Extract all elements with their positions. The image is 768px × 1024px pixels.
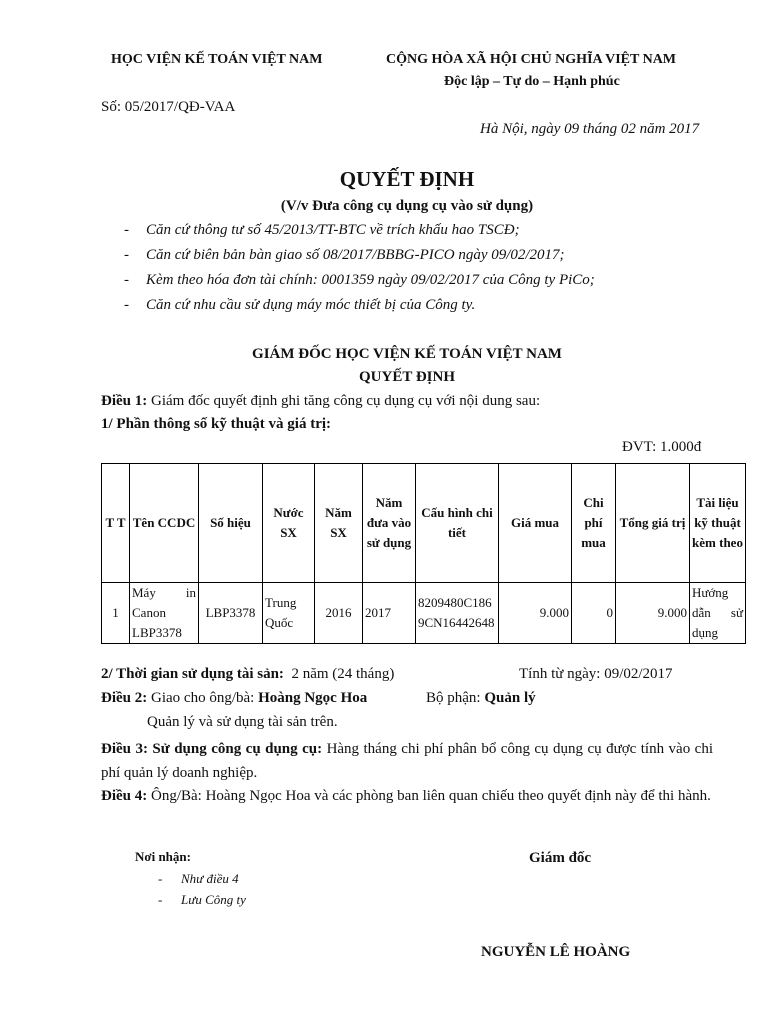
part-1-heading: 1/ Phần thông số kỹ thuật và giá trị: (101, 416, 332, 432)
cell-docs: Hướng dẫn sử dụng (690, 583, 746, 644)
recipients-label: Nơi nhận: (135, 849, 191, 864)
cell-name: Máy in Canon LBP3378 (130, 583, 199, 644)
col-header-tt: T T (102, 464, 130, 583)
signer-name: NGUYỄN LÊ HOÀNG (481, 944, 631, 960)
col-header-cost: Chi phí mua (572, 464, 616, 583)
col-header-total: Tổng giá trị (616, 464, 690, 583)
cell-cost: 0 (572, 583, 616, 644)
organization-name: HỌC VIỆN KẾ TOÁN VIỆT NAM (111, 52, 323, 67)
col-header-name: Tên CCDC (130, 464, 199, 583)
article-2-line-2: Quản lý và sử dụng tài sản trên. (147, 714, 338, 730)
article-1: Điều 1: Giám đốc quyết định ghi tăng công cụ dụng cụ với nội dung sau: (101, 393, 541, 409)
col-header-docs: Tài liệu kỹ thuật kèm theo (690, 464, 746, 583)
cell-total: 9.000 (616, 583, 690, 644)
recipient-item: - Lưu Công ty (158, 892, 246, 907)
col-header-serial: Số hiệu (199, 464, 263, 583)
document-subtitle: (V/v Đưa công cụ dụng cụ vào sử dụng) (280, 198, 534, 214)
article-2: Điều 2: Giao cho ông/bà: Hoàng Ngọc Hoa (101, 690, 368, 706)
recipient-item: - Như điều 4 (158, 871, 239, 886)
legal-basis-item: - Căn cứ thông tư số 45/2013/TT-BTC về trích khấu hao TSCĐ; (124, 222, 520, 238)
cell-year-use: 2017 (363, 583, 416, 644)
col-header-year-use: Năm đưa vào sử dụng (363, 464, 416, 583)
col-header-config: Cấu hình chi tiết (416, 464, 499, 583)
article-3: Điều 3: Sử dụng công cụ dụng cụ: Hàng tháng chi phí phân bổ công cụ dụng cụ được tính vào chi phí quản lý doanh nghiệp. (101, 741, 714, 781)
country-name: CỘNG HÒA XÃ HỘI CHỦ NGHĨA VIỆT NAM (386, 52, 677, 67)
legal-basis-item: - Căn cứ biên bản bàn giao số 08/2017/BBBG-PICO ngày 09/02/2017; (124, 247, 565, 263)
currency-unit: ĐVT: 1.000đ (622, 439, 702, 455)
place-date: Hà Nội, ngày 09 tháng 02 năm 2017 (480, 121, 700, 137)
usage-start-date: Tính từ ngày: 09/02/2017 (519, 666, 673, 682)
document-title: QUYẾT ĐỊNH (339, 167, 475, 191)
cell-serial: LBP3378 (199, 583, 263, 644)
col-header-country: Nước SX (263, 464, 315, 583)
department: Bộ phận: Quản lý (426, 690, 536, 706)
cell-year: 2016 (315, 583, 363, 644)
part-2-usage-time: 2/ Thời gian sử dụng tài sản: 2 năm (24 tháng) (101, 666, 395, 682)
director-heading: GIÁM ĐỐC HỌC VIỆN KẾ TOÁN VIỆT NAM (252, 346, 562, 362)
document-number: Số: 05/2017/QĐ-VAA (101, 99, 236, 115)
table-row (102, 583, 746, 644)
article-4: Điều 4: Ông/Bà: Hoàng Ngọc Hoa và các phòng ban liên quan chiếu theo quyết định này để thi hành. (101, 788, 711, 804)
cell-country: Trung Quốc (263, 583, 315, 644)
col-header-price: Giá mua (499, 464, 572, 583)
signer-title: Giám đốc (529, 850, 592, 866)
asset-spec-table (101, 463, 746, 644)
cell-tt: 1 (102, 583, 130, 644)
decides-heading: QUYẾT ĐỊNH (359, 369, 455, 385)
table-header-row (102, 464, 746, 583)
legal-basis-item: - Căn cứ nhu cầu sử dụng máy móc thiết bị của Công ty. (124, 297, 476, 313)
legal-basis-item: - Kèm theo hóa đơn tài chính: 0001359 ngày 09/02/2017 của Công ty PiCo; (124, 272, 595, 288)
cell-config: 8209480C1869CN16442648 (416, 583, 499, 644)
col-header-year: Năm SX (315, 464, 363, 583)
cell-price: 9.000 (499, 583, 572, 644)
national-motto: Độc lập – Tự do – Hạnh phúc (444, 74, 620, 89)
